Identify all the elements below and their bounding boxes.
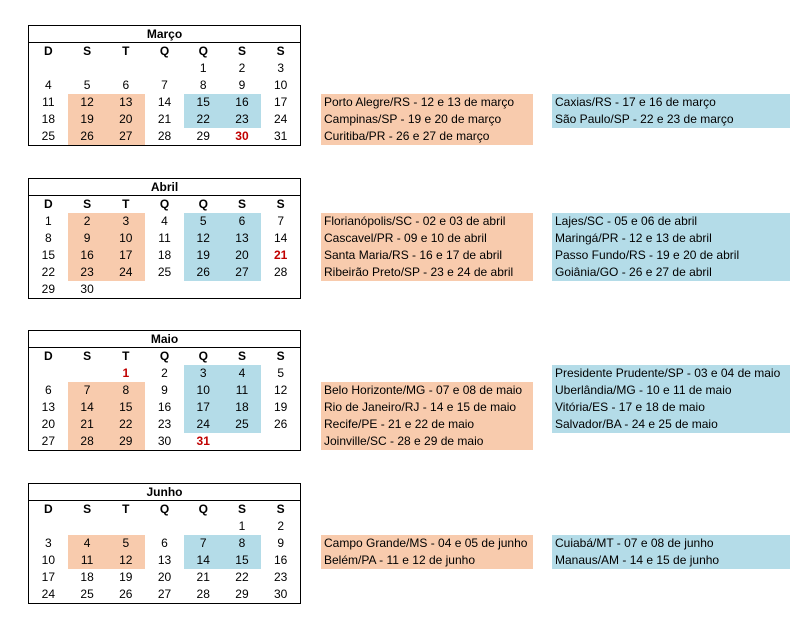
day-cell: 27 xyxy=(41,434,56,448)
empty-day-cell xyxy=(223,281,262,298)
day-cell: 7 xyxy=(68,382,107,399)
day-cell: 24 xyxy=(273,112,288,126)
day-cell: 28 xyxy=(157,129,172,143)
day-cell: 17 xyxy=(273,95,288,109)
weekday-label: Q xyxy=(198,502,208,516)
weekday-label: Q xyxy=(159,197,170,211)
empty-day-cell xyxy=(106,518,145,535)
day-cell: 7 xyxy=(184,535,223,552)
weekday-header xyxy=(29,43,300,60)
week-row xyxy=(29,230,300,247)
day-cell: 24 xyxy=(184,416,223,433)
day-cell: 29 xyxy=(196,129,210,143)
events-right-abril xyxy=(552,213,790,281)
day-cell: 1 xyxy=(238,519,246,533)
day-cell: 22 xyxy=(41,265,56,279)
empty-day-cell xyxy=(106,60,145,77)
day-cell: 17 xyxy=(106,247,145,264)
day-cell: 10 xyxy=(273,78,288,92)
event-item: Uberlândia/MG - 10 e 11 de maio xyxy=(552,382,790,399)
calendar-maio xyxy=(28,330,301,451)
day-cell: 2 xyxy=(68,213,107,230)
week-row xyxy=(29,416,300,433)
day-cell: 11 xyxy=(68,552,107,569)
day-cell: 20 xyxy=(106,111,145,128)
weekday-label: Q xyxy=(159,349,170,363)
day-cell: 11 xyxy=(223,382,262,399)
day-cell: 14 xyxy=(68,399,107,416)
day-cell: 7 xyxy=(161,78,168,92)
weekday-label: D xyxy=(44,44,53,58)
day-cell: 25 xyxy=(223,416,262,433)
empty-day-cell xyxy=(29,60,68,77)
day-cell: 8 xyxy=(199,78,207,92)
day-cell: 19 xyxy=(119,570,133,584)
weekday-label: Q xyxy=(198,44,208,58)
day-cell: 6 xyxy=(122,78,130,92)
day-cell: 11 xyxy=(42,95,55,109)
week-row xyxy=(29,247,300,264)
day-cell: 15 xyxy=(184,94,223,111)
day-cell: 29 xyxy=(41,282,56,296)
day-cell: 2 xyxy=(161,366,168,380)
day-cell: 17 xyxy=(41,570,56,584)
day-cell: 9 xyxy=(277,536,285,550)
empty-day-cell xyxy=(145,281,184,298)
day-cell: 4 xyxy=(45,78,52,92)
day-cell: 1 xyxy=(45,214,52,228)
day-cell: 21 xyxy=(68,416,107,433)
week-row xyxy=(29,111,300,128)
events-right-maio xyxy=(552,365,790,433)
day-cell: 26 xyxy=(184,264,223,281)
weekday-label: S xyxy=(83,502,92,516)
day-cell: 20 xyxy=(41,417,56,431)
day-cell: 25 xyxy=(41,129,56,143)
day-cell: 27 xyxy=(106,128,145,145)
events-left-maio xyxy=(321,365,533,450)
day-cell: 31 xyxy=(273,129,288,143)
day-cell: 1 xyxy=(122,366,130,380)
day-cell: 12 xyxy=(273,383,288,397)
day-cell: 23 xyxy=(223,111,262,128)
event-item: São Paulo/SP - 22 e 23 de março xyxy=(552,111,790,128)
day-cell: 15 xyxy=(223,552,262,569)
day-cell: 30 xyxy=(157,434,172,448)
day-cell: 20 xyxy=(157,570,172,584)
day-cell: 5 xyxy=(277,366,285,380)
day-cell: 15 xyxy=(41,248,56,262)
day-cell: 25 xyxy=(80,587,94,601)
empty-day-cell xyxy=(145,60,184,77)
day-cell: 13 xyxy=(106,94,145,111)
day-cell: 27 xyxy=(157,587,172,601)
weekday-label: S xyxy=(276,44,285,58)
day-cell: 21 xyxy=(273,248,288,262)
weekday-label: S xyxy=(83,349,92,363)
day-cell: 3 xyxy=(184,365,223,382)
weekday-label: T xyxy=(122,502,130,516)
day-cell: 31 xyxy=(196,434,210,448)
calendar-marco xyxy=(28,25,301,146)
event-item: Cuiabá/MT - 07 e 08 de junho xyxy=(552,535,790,552)
day-cell: 6 xyxy=(45,383,52,397)
event-item: Recife/PE - 21 e 22 de maio xyxy=(321,416,533,433)
day-cell: 21 xyxy=(196,570,210,584)
day-cell: 28 xyxy=(196,587,210,601)
day-cell: 5 xyxy=(184,213,223,230)
weekday-label: Q xyxy=(198,197,208,211)
day-cell: 14 xyxy=(157,95,172,109)
day-cell: 25 xyxy=(157,265,172,279)
week-row xyxy=(29,569,300,586)
week-row xyxy=(29,535,300,552)
day-cell: 23 xyxy=(157,417,172,431)
event-item: Vitória/ES - 17 e 18 de maio xyxy=(552,399,790,416)
day-cell: 5 xyxy=(83,78,91,92)
event-item: Lajes/SC - 05 e 06 de abril xyxy=(552,213,790,230)
day-cell: 24 xyxy=(41,587,56,601)
day-cell: 3 xyxy=(106,213,145,230)
weekday-label: T xyxy=(122,197,130,211)
empty-day-cell xyxy=(261,433,300,450)
day-cell: 14 xyxy=(184,552,223,569)
day-cell: 24 xyxy=(106,264,145,281)
events-right-marco xyxy=(552,94,790,128)
week-row xyxy=(29,518,300,535)
day-cell: 16 xyxy=(68,247,107,264)
week-row xyxy=(29,382,300,399)
day-cell: 1 xyxy=(199,61,207,75)
weekday-label: Q xyxy=(198,349,208,363)
day-cell: 7 xyxy=(277,214,285,228)
calendar-abril xyxy=(28,178,301,299)
weekday-label: D xyxy=(44,349,53,363)
month-title: Março xyxy=(29,26,300,43)
day-cell: 26 xyxy=(68,128,107,145)
events-left-abril xyxy=(321,213,533,281)
week-row xyxy=(29,281,300,298)
week-row xyxy=(29,365,300,382)
day-cell: 2 xyxy=(238,61,246,75)
event-item: Belém/PA - 11 e 12 de junho xyxy=(321,552,533,569)
event-item: Campinas/SP - 19 e 20 de março xyxy=(321,111,533,128)
day-cell: 4 xyxy=(161,214,168,228)
day-cell: 21 xyxy=(157,112,172,126)
day-cell: 10 xyxy=(184,382,223,399)
empty-day-cell xyxy=(68,365,107,382)
weekday-label: S xyxy=(237,197,246,211)
day-cell: 19 xyxy=(68,111,107,128)
day-cell: 19 xyxy=(184,247,223,264)
week-row xyxy=(29,433,300,450)
empty-day-cell xyxy=(68,518,107,535)
day-cell: 15 xyxy=(106,399,145,416)
event-item: Maringá/PR - 12 e 13 de abril xyxy=(552,230,790,247)
week-row xyxy=(29,264,300,281)
day-cell: 30 xyxy=(273,587,288,601)
event-item: Manaus/AM - 14 e 15 de junho xyxy=(552,552,790,569)
empty-day-cell xyxy=(29,365,68,382)
empty-day-cell xyxy=(184,518,223,535)
day-cell: 9 xyxy=(238,78,246,92)
week-row xyxy=(29,60,300,77)
day-cell: 4 xyxy=(223,365,262,382)
day-cell: 12 xyxy=(184,230,223,247)
day-cell: 10 xyxy=(106,230,145,247)
event-item: Porto Alegre/RS - 12 e 13 de março xyxy=(321,94,533,111)
event-item: Ribeirão Preto/SP - 23 e 24 de abril xyxy=(321,264,533,281)
event-item: Belo Horizonte/MG - 07 e 08 de maio xyxy=(321,382,533,399)
event-item: Florianópolis/SC - 02 e 03 de abril xyxy=(321,213,533,230)
weekday-header xyxy=(29,348,300,365)
month-title: Junho xyxy=(29,484,300,501)
day-cell: 9 xyxy=(161,383,168,397)
events-left-marco xyxy=(321,94,533,145)
event-item: Caxias/RS - 17 e 16 de março xyxy=(552,94,790,111)
day-cell: 19 xyxy=(273,400,288,414)
day-cell: 14 xyxy=(273,231,288,245)
event-item: Joinville/SC - 28 e 29 de maio xyxy=(321,433,533,450)
weekday-label: D xyxy=(44,197,53,211)
empty-day-cell xyxy=(184,281,223,298)
event-item: Campo Grande/MS - 04 e 05 de junho xyxy=(321,535,533,552)
week-row xyxy=(29,586,300,603)
day-cell: 16 xyxy=(223,94,262,111)
weekday-label: D xyxy=(44,502,53,516)
day-cell: 18 xyxy=(41,112,56,126)
calendar-junho xyxy=(28,483,301,604)
day-cell: 30 xyxy=(80,282,94,296)
day-cell: 18 xyxy=(157,248,172,262)
day-cell: 23 xyxy=(68,264,107,281)
day-cell: 12 xyxy=(68,94,107,111)
day-cell: 17 xyxy=(184,399,223,416)
weekday-label: T xyxy=(122,349,130,363)
day-cell: 9 xyxy=(68,230,107,247)
event-item: Curitiba/PR - 26 e 27 de março xyxy=(321,128,533,145)
empty-day-cell xyxy=(29,518,68,535)
day-cell: 27 xyxy=(223,264,262,281)
event-item: Cascavel/PR - 09 e 10 de abril xyxy=(321,230,533,247)
day-cell: 26 xyxy=(273,417,288,431)
day-cell: 10 xyxy=(41,553,56,567)
month-title: Abril xyxy=(29,179,300,196)
day-cell: 18 xyxy=(223,399,262,416)
day-cell: 11 xyxy=(158,231,171,245)
week-row xyxy=(29,213,300,230)
day-cell: 4 xyxy=(68,535,107,552)
events-left-junho xyxy=(321,535,533,569)
day-cell: 3 xyxy=(277,61,285,75)
weekday-label: S xyxy=(83,44,92,58)
day-cell: 8 xyxy=(106,382,145,399)
weekday-label: S xyxy=(237,44,246,58)
weekday-label: S xyxy=(276,349,285,363)
weekday-label: S xyxy=(276,502,285,516)
day-cell: 20 xyxy=(223,247,262,264)
event-item: Presidente Prudente/SP - 03 e 04 de maio xyxy=(552,365,790,382)
empty-day-cell xyxy=(106,281,145,298)
day-cell: 8 xyxy=(45,231,52,245)
day-cell: 28 xyxy=(68,433,107,450)
events-right-junho xyxy=(552,535,790,569)
event-item: Goiânia/GO - 26 e 27 de abril xyxy=(552,264,790,281)
empty-day-cell xyxy=(261,281,300,298)
weekday-header xyxy=(29,501,300,518)
day-cell: 5 xyxy=(106,535,145,552)
day-cell: 22 xyxy=(235,570,249,584)
day-cell: 30 xyxy=(235,129,249,143)
day-cell: 2 xyxy=(277,519,285,533)
day-cell: 29 xyxy=(235,587,249,601)
day-cell: 18 xyxy=(80,570,94,584)
day-cell: 16 xyxy=(273,553,288,567)
weekday-label: T xyxy=(122,44,130,58)
day-cell: 6 xyxy=(161,536,168,550)
week-row xyxy=(29,552,300,569)
day-cell: 13 xyxy=(223,230,262,247)
event-item: Salvador/BA - 24 e 25 de maio xyxy=(552,416,790,433)
weekday-label: Q xyxy=(159,502,170,516)
day-cell: 22 xyxy=(184,111,223,128)
weekday-label: S xyxy=(83,197,92,211)
week-row xyxy=(29,128,300,145)
week-row xyxy=(29,399,300,416)
empty-day-cell xyxy=(68,60,107,77)
day-cell: 29 xyxy=(106,433,145,450)
event-spacer xyxy=(321,365,533,382)
weekday-label: S xyxy=(276,197,285,211)
day-cell: 13 xyxy=(157,553,172,567)
day-cell: 28 xyxy=(273,265,288,279)
day-cell: 8 xyxy=(223,535,262,552)
empty-day-cell xyxy=(223,433,262,450)
week-row xyxy=(29,77,300,94)
weekday-label: S xyxy=(237,349,246,363)
day-cell: 16 xyxy=(157,400,172,414)
day-cell: 22 xyxy=(106,416,145,433)
empty-day-cell xyxy=(145,518,184,535)
month-title: Maio xyxy=(29,331,300,348)
event-item: Rio de Janeiro/RJ - 14 e 15 de maio xyxy=(321,399,533,416)
weekday-label: S xyxy=(237,502,246,516)
day-cell: 3 xyxy=(45,536,52,550)
week-row xyxy=(29,94,300,111)
weekday-header xyxy=(29,196,300,213)
event-item: Santa Maria/RS - 16 e 17 de abril xyxy=(321,247,533,264)
day-cell: 23 xyxy=(273,570,288,584)
day-cell: 13 xyxy=(41,400,56,414)
day-cell: 6 xyxy=(223,213,262,230)
event-item: Passo Fundo/RS - 19 e 20 de abril xyxy=(552,247,790,264)
weekday-label: Q xyxy=(159,44,170,58)
day-cell: 12 xyxy=(106,552,145,569)
day-cell: 26 xyxy=(119,587,133,601)
